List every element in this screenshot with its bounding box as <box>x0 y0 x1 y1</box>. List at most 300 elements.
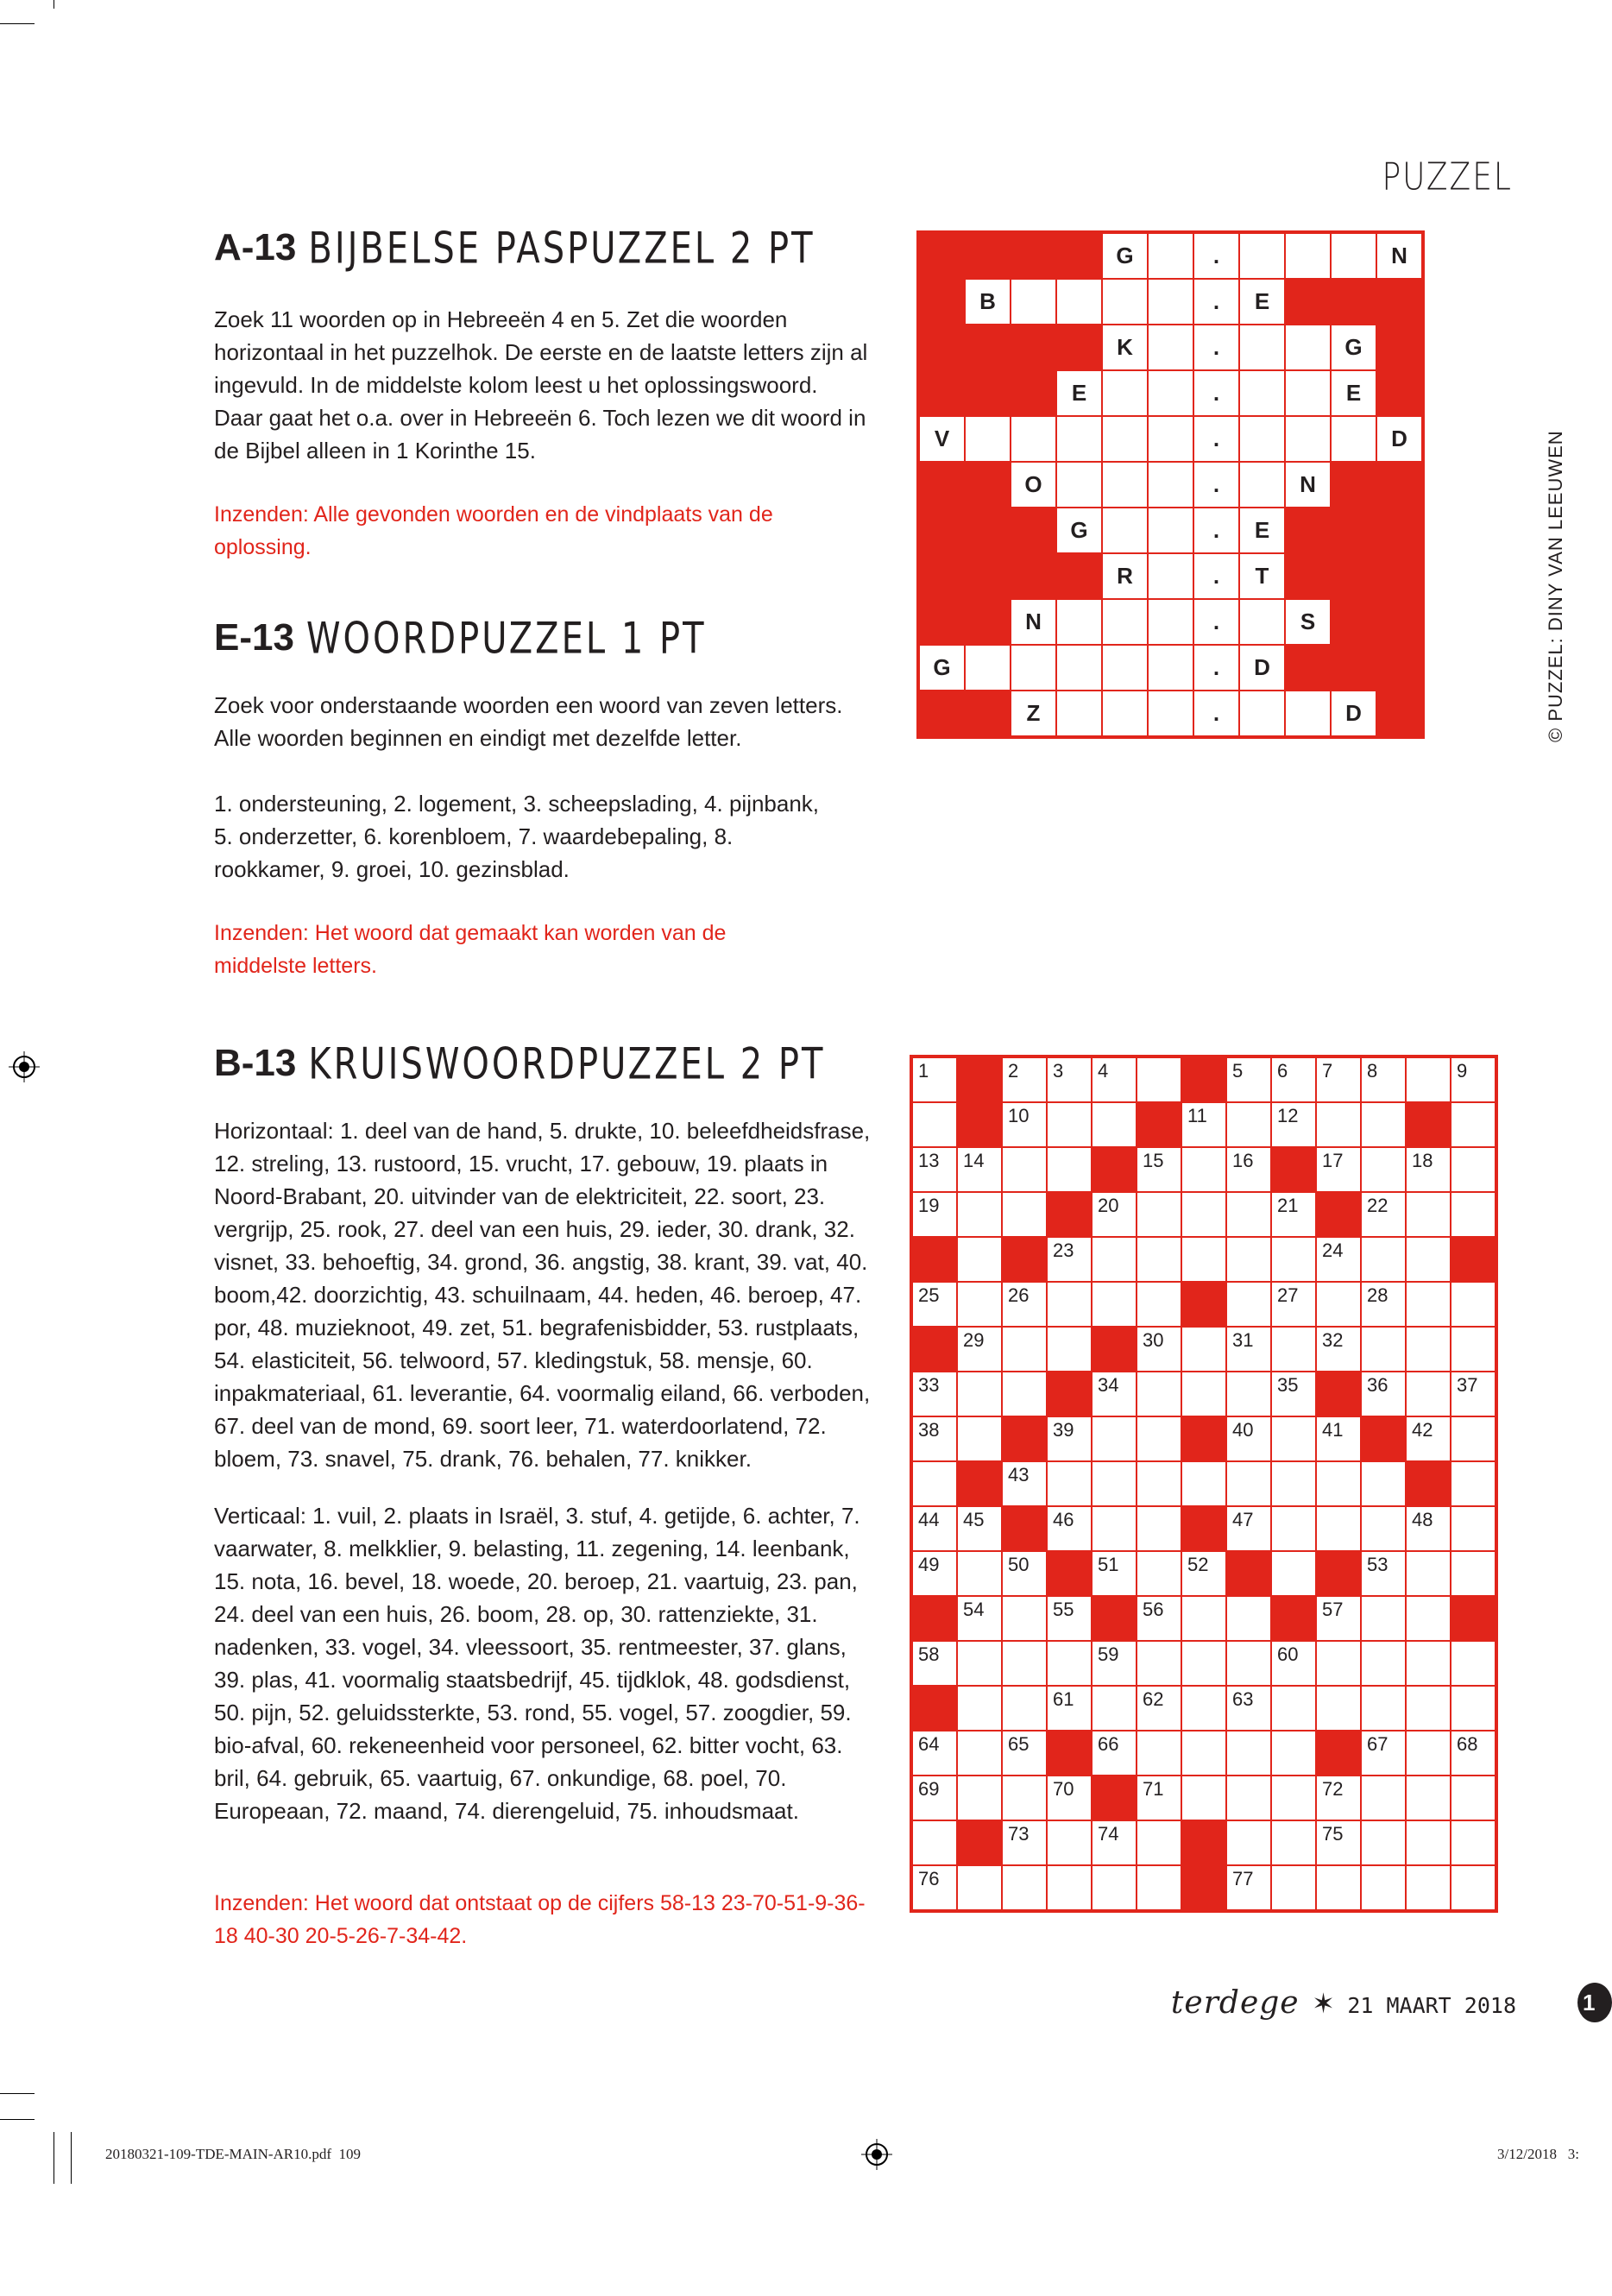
puzzle-b-cell[interactable] <box>1092 1282 1137 1327</box>
puzzle-a-cell[interactable] <box>1056 279 1102 325</box>
puzzle-b-cell[interactable] <box>1316 1506 1361 1551</box>
puzzle-b-cell[interactable] <box>1002 1057 1047 1102</box>
puzzle-b-cell[interactable] <box>1271 1865 1316 1910</box>
puzzle-a-cell[interactable] <box>1056 462 1102 508</box>
puzzle-a-cell[interactable]: E <box>1331 370 1376 416</box>
puzzle-a-cell[interactable] <box>1331 233 1376 279</box>
puzzle-b-cell[interactable] <box>1137 1282 1181 1327</box>
puzzle-b-cell[interactable] <box>1316 1820 1361 1865</box>
puzzle-b-cell[interactable] <box>1271 1327 1316 1372</box>
puzzle-b-cell[interactable] <box>1092 1506 1137 1551</box>
puzzle-b-cell[interactable] <box>1137 1461 1181 1506</box>
puzzle-b-cell[interactable] <box>1406 1776 1451 1820</box>
puzzle-b-cell[interactable] <box>957 1192 1002 1237</box>
puzzle-b-cell[interactable] <box>1406 1641 1451 1686</box>
puzzle-b-cell[interactable] <box>1226 1686 1271 1731</box>
puzzle-a-cell[interactable]: E <box>1056 370 1102 416</box>
puzzle-b-cell[interactable] <box>1361 1461 1406 1506</box>
puzzle-b-cell[interactable] <box>1406 1192 1451 1237</box>
puzzle-b-cell[interactable] <box>957 1327 1002 1372</box>
puzzle-b-cell[interactable] <box>1137 1192 1181 1237</box>
puzzle-b-cell[interactable] <box>1451 1865 1496 1910</box>
puzzle-b-cell[interactable] <box>912 1641 957 1686</box>
puzzle-b-cell[interactable] <box>1092 1731 1137 1776</box>
puzzle-b-cell[interactable] <box>1226 1327 1271 1372</box>
puzzle-b-cell[interactable] <box>1092 1237 1137 1282</box>
puzzle-e-name: WOORDPUZZEL 1 PT <box>305 614 707 664</box>
puzzle-a-cell[interactable] <box>1102 645 1148 691</box>
puzzle-b-cell[interactable] <box>1361 1147 1406 1192</box>
puzzle-a-cell[interactable] <box>1056 691 1102 736</box>
puzzle-b-cell[interactable] <box>1226 1506 1271 1551</box>
puzzle-b-cell[interactable] <box>957 1551 1002 1596</box>
puzzle-b-cell[interactable] <box>1047 1057 1092 1102</box>
puzzle-a-cell[interactable]: B <box>965 279 1011 325</box>
puzzle-b-cell[interactable] <box>1271 1372 1316 1416</box>
puzzle-a-cell[interactable] <box>1148 462 1193 508</box>
puzzle-b-cell[interactable] <box>1316 1865 1361 1910</box>
puzzle-b-cell[interactable] <box>957 1641 1002 1686</box>
puzzle-a-cell[interactable]: . <box>1193 645 1239 691</box>
puzzle-b-cell[interactable] <box>1181 1147 1226 1192</box>
puzzle-a-cell[interactable] <box>1285 325 1331 370</box>
puzzle-b-cell[interactable] <box>1316 1057 1361 1102</box>
puzzle-b-cell[interactable] <box>957 1596 1002 1641</box>
puzzle-b-cell[interactable] <box>957 1731 1002 1776</box>
puzzle-b-cell[interactable] <box>1316 1327 1361 1372</box>
puzzle-b-cell[interactable] <box>1181 1327 1226 1372</box>
puzzle-b-cell[interactable] <box>1316 1641 1361 1686</box>
puzzle-b-cell[interactable] <box>912 1192 957 1237</box>
puzzle-a-cell[interactable] <box>1285 370 1331 416</box>
puzzle-b-cell[interactable] <box>912 1731 957 1776</box>
puzzle-b-cell[interactable] <box>1406 1372 1451 1416</box>
puzzle-a-cell[interactable] <box>1285 416 1331 462</box>
puzzle-a-cell[interactable] <box>1148 325 1193 370</box>
puzzle-b-cell[interactable] <box>1451 1327 1496 1372</box>
puzzle-b-cell[interactable] <box>1181 1641 1226 1686</box>
puzzle-b-cell[interactable] <box>1047 1327 1092 1372</box>
puzzle-a-cell[interactable] <box>1239 691 1285 736</box>
puzzle-b-cell[interactable] <box>1451 1731 1496 1776</box>
puzzle-b-cell[interactable] <box>1271 1686 1316 1731</box>
puzzle-b-cell[interactable] <box>1092 1551 1137 1596</box>
puzzle-b-cell[interactable] <box>957 1237 1002 1282</box>
puzzle-b-cell[interactable] <box>1406 1327 1451 1372</box>
puzzle-b-cell[interactable] <box>1226 1192 1271 1237</box>
puzzle-b-cell[interactable] <box>1361 1237 1406 1282</box>
puzzle-a-cell[interactable]: G <box>1056 508 1102 553</box>
puzzle-b-cell[interactable] <box>1181 1686 1226 1731</box>
puzzle-b-cell[interactable] <box>912 1372 957 1416</box>
puzzle-b-cell[interactable] <box>1137 1596 1181 1641</box>
puzzle-b-block <box>1406 1102 1451 1147</box>
puzzle-a-cell[interactable] <box>965 416 1011 462</box>
puzzle-b-cell[interactable] <box>1137 1820 1181 1865</box>
puzzle-b-cell[interactable] <box>1181 1237 1226 1282</box>
puzzle-b-cell[interactable] <box>1361 1506 1406 1551</box>
puzzle-b-cell[interactable] <box>1181 1372 1226 1416</box>
puzzle-b-cell[interactable] <box>1451 1102 1496 1147</box>
puzzle-b-cell[interactable] <box>1406 1147 1451 1192</box>
puzzle-b-cell[interactable] <box>1047 1282 1092 1327</box>
puzzle-b-cell[interactable] <box>1361 1776 1406 1820</box>
puzzle-b-cell[interactable] <box>1451 1506 1496 1551</box>
puzzle-b-cell[interactable] <box>1002 1596 1047 1641</box>
puzzle-a-cell[interactable]: E <box>1239 279 1285 325</box>
puzzle-b-cell[interactable] <box>1181 1192 1226 1237</box>
puzzle-b-block <box>1451 1237 1496 1282</box>
puzzle-b-cell[interactable] <box>1137 1731 1181 1776</box>
puzzle-b-cell[interactable] <box>1271 1506 1316 1551</box>
puzzle-a-cell[interactable]: T <box>1239 553 1285 599</box>
puzzle-b-cell[interactable] <box>1047 1237 1092 1282</box>
puzzle-a-cell[interactable] <box>1102 691 1148 736</box>
puzzle-b-cell[interactable] <box>1092 1686 1137 1731</box>
puzzle-b-cell[interactable] <box>1002 1865 1047 1910</box>
puzzle-b-cell[interactable] <box>1226 1237 1271 1282</box>
cell-number <box>1451 1417 1495 1421</box>
puzzle-b-cell[interactable] <box>1361 1641 1406 1686</box>
puzzle-b-cell[interactable] <box>1271 1057 1316 1102</box>
puzzle-b-cell[interactable] <box>1226 1416 1271 1461</box>
puzzle-b-cell[interactable] <box>1002 1327 1047 1372</box>
puzzle-a-cell[interactable]: R <box>1102 553 1148 599</box>
puzzle-a-cell[interactable]: . <box>1193 599 1239 645</box>
puzzle-a-cell[interactable]: N <box>1376 233 1422 279</box>
puzzle-a-cell[interactable] <box>1102 462 1148 508</box>
puzzle-b-cell[interactable] <box>1316 1596 1361 1641</box>
puzzle-b-cell[interactable] <box>1137 1641 1181 1686</box>
puzzle-b-cell[interactable] <box>1361 1192 1406 1237</box>
puzzle-b-cell[interactable] <box>1002 1102 1047 1147</box>
puzzle-b-cell[interactable] <box>912 1416 957 1461</box>
puzzle-b-cell[interactable] <box>1451 1551 1496 1596</box>
puzzle-b-cell[interactable] <box>1406 1282 1451 1327</box>
puzzle-a-cell[interactable]: . <box>1193 416 1239 462</box>
puzzle-b-cell[interactable] <box>1226 1820 1271 1865</box>
puzzle-b-cell[interactable] <box>1451 1641 1496 1686</box>
puzzle-a-cell[interactable] <box>1056 416 1102 462</box>
puzzle-a-cell[interactable]: N <box>1285 462 1331 508</box>
puzzle-b-cell[interactable] <box>1406 1686 1451 1731</box>
puzzle-a-cell[interactable]: . <box>1193 553 1239 599</box>
puzzle-b-cell[interactable] <box>1361 1865 1406 1910</box>
puzzle-b-cell[interactable] <box>1002 1776 1047 1820</box>
puzzle-a-cell[interactable] <box>965 645 1011 691</box>
puzzle-b-cell[interactable] <box>1047 1506 1092 1551</box>
puzzle-b-cell[interactable] <box>1226 1596 1271 1641</box>
cell-number <box>1407 1866 1450 1870</box>
puzzle-b-cell[interactable] <box>1316 1102 1361 1147</box>
puzzle-b-cell[interactable] <box>1002 1282 1047 1327</box>
puzzle-b-cell[interactable] <box>1361 1596 1406 1641</box>
puzzle-a-cell[interactable]: . <box>1193 370 1239 416</box>
puzzle-a-cell[interactable] <box>1102 599 1148 645</box>
puzzle-b-cell[interactable] <box>1002 1641 1047 1686</box>
puzzle-b-cell[interactable] <box>1271 1731 1316 1776</box>
puzzle-b-cell[interactable] <box>1361 1731 1406 1776</box>
puzzle-a-cell[interactable] <box>1102 508 1148 553</box>
puzzle-b-cell[interactable] <box>957 1686 1002 1731</box>
puzzle-a-cell[interactable]: . <box>1193 279 1239 325</box>
puzzle-b-cell[interactable] <box>1451 1776 1496 1820</box>
puzzle-b-cell[interactable] <box>957 1776 1002 1820</box>
puzzle-b-cell[interactable] <box>1361 1686 1406 1731</box>
puzzle-b-cell[interactable] <box>1137 1551 1181 1596</box>
puzzle-b-cell[interactable] <box>1092 1461 1137 1506</box>
puzzle-b-cell[interactable] <box>1092 1865 1137 1910</box>
puzzle-b-block <box>1451 1596 1496 1641</box>
puzzle-b-cell[interactable] <box>1361 1282 1406 1327</box>
puzzle-a-cell[interactable] <box>1011 279 1056 325</box>
puzzle-a-cell[interactable]: O <box>1011 462 1056 508</box>
puzzle-b-cell[interactable] <box>1181 1461 1226 1506</box>
puzzle-b-cell[interactable] <box>1047 1416 1092 1461</box>
puzzle-b-cell[interactable] <box>1316 1147 1361 1192</box>
puzzle-a-name: BIJBELSE PASPUZZEL 2 PT <box>308 224 815 274</box>
puzzle-b-cell[interactable] <box>912 1506 957 1551</box>
puzzle-b-cell[interactable] <box>1271 1551 1316 1596</box>
puzzle-b-cell[interactable] <box>1002 1731 1047 1776</box>
puzzle-b-cell[interactable] <box>1316 1776 1361 1820</box>
puzzle-b-cell[interactable] <box>1451 1192 1496 1237</box>
puzzle-a-cell[interactable] <box>1239 233 1285 279</box>
puzzle-a-block <box>1011 370 1056 416</box>
puzzle-b-cell[interactable] <box>1451 1686 1496 1731</box>
puzzle-b-cell[interactable] <box>1316 1237 1361 1282</box>
puzzle-b-cell[interactable] <box>1047 1776 1092 1820</box>
puzzle-b-cell[interactable] <box>1406 1416 1451 1461</box>
puzzle-b-cell[interactable] <box>912 1865 957 1910</box>
puzzle-b-cell[interactable] <box>1406 1506 1451 1551</box>
puzzle-a-cell[interactable] <box>1148 416 1193 462</box>
puzzle-b-cell[interactable] <box>1137 1776 1181 1820</box>
puzzle-b-cell[interactable] <box>1451 1416 1496 1461</box>
puzzle-b-cell[interactable] <box>1047 1461 1092 1506</box>
puzzle-a-cell[interactable]: . <box>1193 462 1239 508</box>
puzzle-b-cell[interactable] <box>1451 1820 1496 1865</box>
puzzle-b-cell[interactable] <box>1271 1237 1316 1282</box>
puzzle-b-cell[interactable] <box>1047 1820 1092 1865</box>
puzzle-a-cell[interactable] <box>1148 553 1193 599</box>
puzzle-b-cell[interactable] <box>1361 1327 1406 1372</box>
puzzle-a-block <box>919 279 965 325</box>
puzzle-b-cell[interactable] <box>957 1372 1002 1416</box>
puzzle-a-cell[interactable]: D <box>1331 691 1376 736</box>
puzzle-b-cell[interactable] <box>1451 1461 1496 1506</box>
puzzle-a-cell[interactable]: . <box>1193 508 1239 553</box>
puzzle-a-cell[interactable] <box>1285 233 1331 279</box>
puzzle-b-cell[interactable] <box>1271 1192 1316 1237</box>
cell-number: 53 <box>1367 1554 1388 1575</box>
puzzle-a-cell[interactable] <box>1148 691 1193 736</box>
puzzle-b-cell[interactable] <box>912 1776 957 1820</box>
puzzle-b-cell[interactable] <box>1361 1057 1406 1102</box>
puzzle-b-cell[interactable] <box>1002 1147 1047 1192</box>
puzzle-a-cell[interactable]: . <box>1193 233 1239 279</box>
puzzle-b-cell[interactable] <box>1047 1596 1092 1641</box>
puzzle-b-cell[interactable] <box>1137 1327 1181 1372</box>
puzzle-a-cell[interactable] <box>1056 645 1102 691</box>
puzzle-b-cell[interactable] <box>1451 1372 1496 1416</box>
puzzle-b-cell[interactable] <box>1092 1641 1137 1686</box>
puzzle-b-cell[interactable] <box>1226 1147 1271 1192</box>
puzzle-b-cell[interactable] <box>1226 1731 1271 1776</box>
puzzle-b-cell[interactable] <box>1092 1372 1137 1416</box>
puzzle-a-cell[interactable]: G <box>1102 233 1148 279</box>
puzzle-a-cell[interactable] <box>1102 370 1148 416</box>
cell-number: 23 <box>1053 1239 1074 1261</box>
puzzle-a-cell[interactable] <box>1239 599 1285 645</box>
puzzle-b-cell[interactable] <box>1181 1731 1226 1776</box>
puzzle-b-cell[interactable] <box>1137 1416 1181 1461</box>
puzzle-b-cell[interactable] <box>1047 1102 1092 1147</box>
puzzle-a-cell[interactable] <box>1148 233 1193 279</box>
puzzle-b-cell[interactable] <box>1271 1776 1316 1820</box>
cell-number: 38 <box>918 1419 940 1441</box>
puzzle-b-cell[interactable] <box>1406 1057 1451 1102</box>
puzzle-b-cell[interactable] <box>912 1102 957 1147</box>
puzzle-b-cell[interactable] <box>1047 1865 1092 1910</box>
puzzle-b-cell[interactable] <box>1271 1416 1316 1461</box>
puzzle-b-cell[interactable] <box>1226 1865 1271 1910</box>
puzzle-b-cell[interactable] <box>1137 1237 1181 1282</box>
puzzle-b-cell[interactable] <box>957 1506 1002 1551</box>
puzzle-a-cell[interactable] <box>1148 370 1193 416</box>
puzzle-b-cell[interactable] <box>1361 1820 1406 1865</box>
puzzle-a-cell[interactable]: G <box>1331 325 1376 370</box>
puzzle-b-cell[interactable] <box>912 1461 957 1506</box>
puzzle-b-cell[interactable] <box>1406 1731 1451 1776</box>
puzzle-b-cell[interactable] <box>1092 1416 1137 1461</box>
puzzle-b-cell[interactable] <box>1092 1820 1137 1865</box>
puzzle-b-cell[interactable] <box>1002 1686 1047 1731</box>
puzzle-a-cell[interactable] <box>1148 279 1193 325</box>
puzzle-b-cell[interactable] <box>1047 1686 1092 1731</box>
puzzle-b-cell[interactable] <box>957 1416 1002 1461</box>
puzzle-a-cell[interactable]: E <box>1239 508 1285 553</box>
puzzle-b-cell[interactable] <box>1002 1551 1047 1596</box>
puzzle-a-cell[interactable]: G <box>919 645 965 691</box>
cell-number: 41 <box>1322 1419 1344 1441</box>
puzzle-b-cell[interactable] <box>1316 1461 1361 1506</box>
puzzle-b-cell[interactable] <box>957 1865 1002 1910</box>
puzzle-b-cell[interactable] <box>1406 1865 1451 1910</box>
puzzle-a-cell[interactable] <box>1148 645 1193 691</box>
puzzle-b-cell[interactable] <box>912 1551 957 1596</box>
puzzle-a-cell[interactable]: . <box>1193 325 1239 370</box>
puzzle-b-cell[interactable] <box>1092 1102 1137 1147</box>
puzzle-b-cell[interactable] <box>1181 1102 1226 1147</box>
puzzle-a-cell[interactable] <box>1285 691 1331 736</box>
puzzle-b-cell[interactable] <box>1181 1551 1226 1596</box>
puzzle-b-cell[interactable] <box>1226 1776 1271 1820</box>
puzzle-b-cell[interactable] <box>1361 1551 1406 1596</box>
puzzle-b-cell[interactable] <box>1316 1416 1361 1461</box>
puzzle-a-cell[interactable] <box>1331 416 1376 462</box>
puzzle-b-cell[interactable] <box>1002 1461 1047 1506</box>
puzzle-b-cell[interactable] <box>1406 1237 1451 1282</box>
puzzle-a-cell[interactable] <box>1148 599 1193 645</box>
puzzle-b-cell[interactable] <box>1092 1057 1137 1102</box>
puzzle-b-cell[interactable] <box>912 1282 957 1327</box>
puzzle-b-cell[interactable] <box>912 1057 957 1102</box>
puzzle-a-cell[interactable]: K <box>1102 325 1148 370</box>
puzzle-a-cell[interactable] <box>1011 416 1056 462</box>
puzzle-b-cell[interactable] <box>1361 1102 1406 1147</box>
puzzle-b-cell[interactable] <box>1361 1372 1406 1416</box>
puzzle-b-cell[interactable] <box>1316 1282 1361 1327</box>
puzzle-b-cell[interactable] <box>1271 1461 1316 1506</box>
puzzle-a-cell[interactable]: N <box>1011 599 1056 645</box>
puzzle-b-cell[interactable] <box>1271 1102 1316 1147</box>
puzzle-b-cell[interactable] <box>1002 1820 1047 1865</box>
puzzle-b-cell[interactable] <box>957 1147 1002 1192</box>
puzzle-b-cell[interactable] <box>912 1147 957 1192</box>
puzzle-b-cell[interactable] <box>1047 1147 1092 1192</box>
puzzle-b-cell[interactable] <box>1271 1820 1316 1865</box>
puzzle-b-cell[interactable] <box>1092 1192 1137 1237</box>
puzzle-a-cell[interactable] <box>1239 370 1285 416</box>
puzzle-b-cell[interactable] <box>1137 1506 1181 1551</box>
puzzle-b-cell[interactable] <box>1137 1865 1181 1910</box>
puzzle-b-cell[interactable] <box>1002 1372 1047 1416</box>
puzzle-b-cell[interactable] <box>1226 1282 1271 1327</box>
puzzle-b-cell[interactable] <box>1137 1057 1181 1102</box>
puzzle-b-cell[interactable] <box>957 1282 1002 1327</box>
puzzle-b-cell[interactable] <box>1316 1686 1361 1731</box>
puzzle-b-cell[interactable] <box>1226 1102 1271 1147</box>
puzzle-b-cell[interactable] <box>1451 1147 1496 1192</box>
puzzle-b-cell[interactable] <box>1451 1057 1496 1102</box>
puzzle-a-cell[interactable]: Z <box>1011 691 1056 736</box>
puzzle-a-cell[interactable] <box>1056 599 1102 645</box>
puzzle-b-cell[interactable] <box>1137 1686 1181 1731</box>
puzzle-b-cell[interactable] <box>1406 1596 1451 1641</box>
puzzle-a-cell[interactable] <box>1239 325 1285 370</box>
puzzle-b-cell[interactable] <box>1002 1192 1047 1237</box>
puzzle-b-cell[interactable] <box>1181 1776 1226 1820</box>
puzzle-a-cell[interactable] <box>1239 462 1285 508</box>
puzzle-b-cell[interactable] <box>912 1820 957 1865</box>
puzzle-b-cell[interactable] <box>1406 1820 1451 1865</box>
puzzle-b-cell[interactable] <box>1137 1147 1181 1192</box>
puzzle-b-cell[interactable] <box>1047 1641 1092 1686</box>
puzzle-a-cell[interactable] <box>1011 645 1056 691</box>
puzzle-b-cell[interactable] <box>1271 1282 1316 1327</box>
puzzle-b-cell[interactable] <box>1451 1282 1496 1327</box>
puzzle-a-cell[interactable] <box>1102 416 1148 462</box>
puzzle-b-cell[interactable] <box>1226 1641 1271 1686</box>
puzzle-b-cell[interactable] <box>1226 1372 1271 1416</box>
puzzle-b-cell[interactable] <box>1226 1057 1271 1102</box>
puzzle-b-cell[interactable] <box>1406 1551 1451 1596</box>
puzzle-a-cell[interactable]: . <box>1193 691 1239 736</box>
puzzle-b-cell[interactable] <box>1226 1461 1271 1506</box>
puzzle-b-cell[interactable] <box>1271 1641 1316 1686</box>
puzzle-a-cell[interactable]: D <box>1376 416 1422 462</box>
puzzle-a-cell[interactable]: D <box>1239 645 1285 691</box>
puzzle-a-block <box>965 370 1011 416</box>
puzzle-a-cell[interactable] <box>1148 508 1193 553</box>
puzzle-a-cell[interactable]: S <box>1285 599 1331 645</box>
puzzle-a-cell[interactable] <box>1239 416 1285 462</box>
puzzle-a-cell[interactable]: V <box>919 416 965 462</box>
puzzle-b-cell[interactable] <box>1181 1596 1226 1641</box>
puzzle-b-cell[interactable] <box>1137 1372 1181 1416</box>
puzzle-a-cell[interactable] <box>1102 279 1148 325</box>
